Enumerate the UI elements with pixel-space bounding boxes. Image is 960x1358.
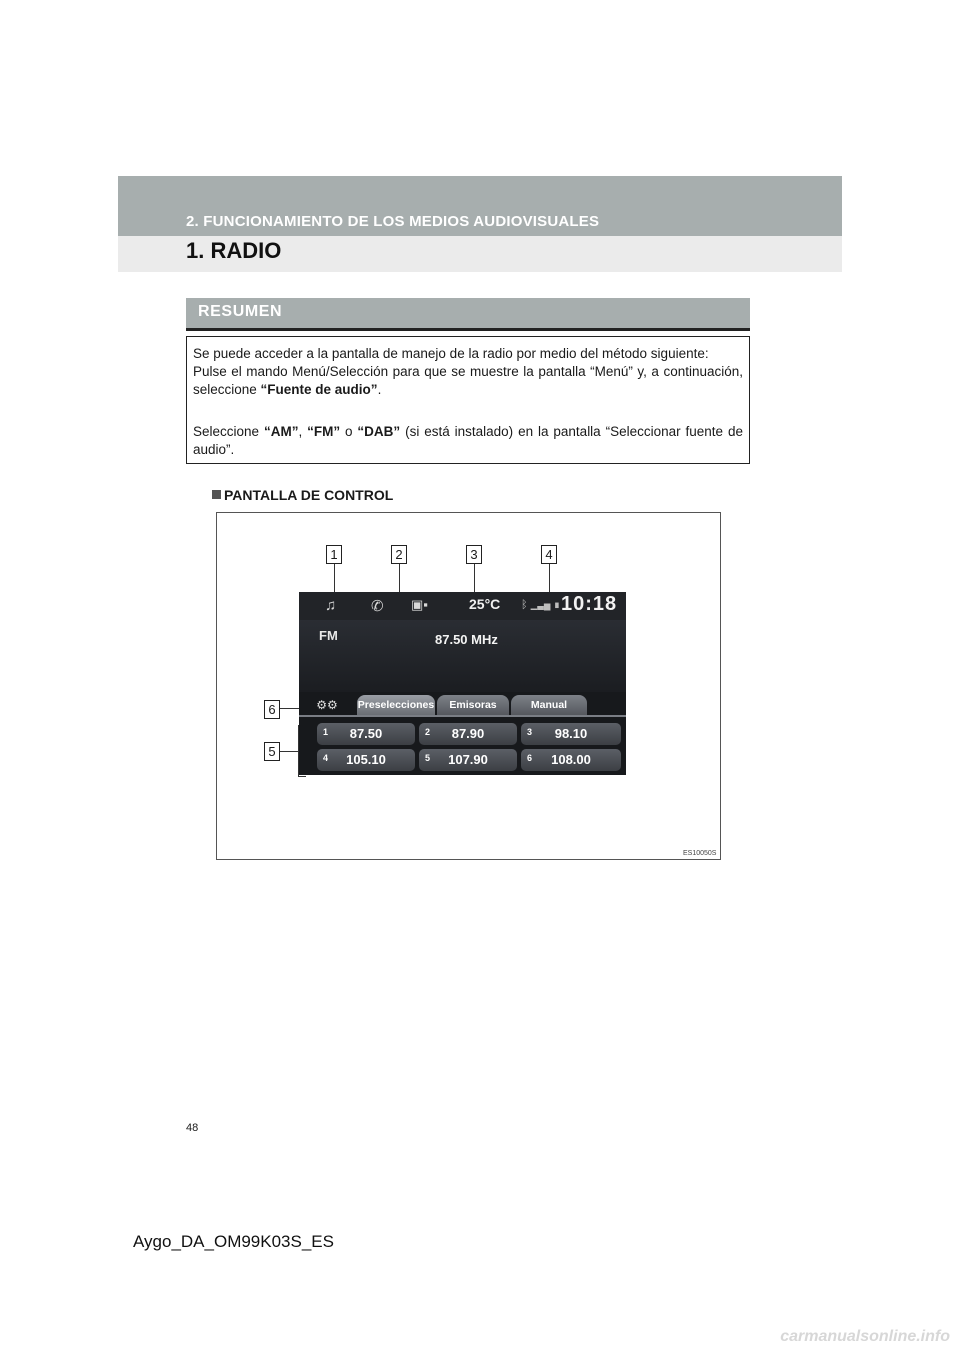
station-display [299,620,626,692]
tab-underline [299,715,626,717]
preset-button-6[interactable]: 6 108.00 [521,749,621,771]
preset-button-4[interactable]: 4 105.10 [317,749,415,771]
callout-2: 2 [391,545,407,564]
summary-divider [186,328,750,331]
summary-paragraph-1: Se puede acceder a la pantalla de manejo de la radio por medio del método siguiente: Pulse el mando Menú/Selección para que se muestre la pantalla “Menú” y, a continuación, seleccione “Fuente de audio”. [193,346,743,397]
section-heading: PANTALLA DE CONTROL [212,487,393,503]
gear-icon[interactable]: ⚙⚙ [316,698,338,712]
preset-button-5[interactable]: 5 107.90 [419,749,517,771]
vehicle-icon[interactable]: ▣▪ [411,597,428,612]
page-title: 1. RADIO [186,238,282,263]
callout-3: 3 [466,545,482,564]
frequency-display: 87.50 MHz [435,632,498,647]
callout-6: 6 [264,700,280,719]
figure-code: ES10050S [683,850,717,857]
preset-button-3[interactable]: 3 98.10 [521,723,621,745]
control-screen-figure [216,512,721,860]
radio-screen [299,592,626,775]
clock: 10:18 [561,593,618,615]
tab-preselecciones[interactable]: Preselecciones [357,695,435,715]
summary-paragraph-2: Seleccione “AM”, “FM” o “DAB” (si está instalado) en la pantalla “Seleccionar fuente de audio”. [193,424,743,457]
phone-icon[interactable]: ✆ [371,598,384,615]
chapter-title: 2. FUNCIONAMIENTO DE LOS MEDIOS AUDIOVISUALES [186,213,600,230]
leader-line-5 [280,751,298,752]
preset-button-2[interactable]: 2 87.90 [419,723,517,745]
callout-5: 5 [264,742,280,761]
square-bullet-icon [212,490,221,499]
summary-box [186,336,750,464]
preset-button-1[interactable]: 1 87.50 [317,723,415,745]
tab-emisoras[interactable]: Emisoras [437,695,509,715]
summary-heading-bar [186,298,750,328]
bluetooth-signal-battery-icon: ᛒ ▁▃▅ ▮ [521,599,561,611]
footer-code: Aygo_DA_OM99K03S_ES [133,1232,334,1251]
music-note-icon[interactable]: ♫ [325,597,337,614]
tab-manual[interactable]: Manual [511,695,587,715]
summary-heading: RESUMEN [198,303,283,320]
band-label: FM [319,628,338,643]
bracket-5-bottom [298,776,306,777]
temperature: 25°C [469,596,501,612]
callout-4: 4 [541,545,557,564]
page-number: 48 [186,1122,199,1134]
watermark: carmanualsonline.info [780,1328,950,1345]
callout-1: 1 [326,545,342,564]
